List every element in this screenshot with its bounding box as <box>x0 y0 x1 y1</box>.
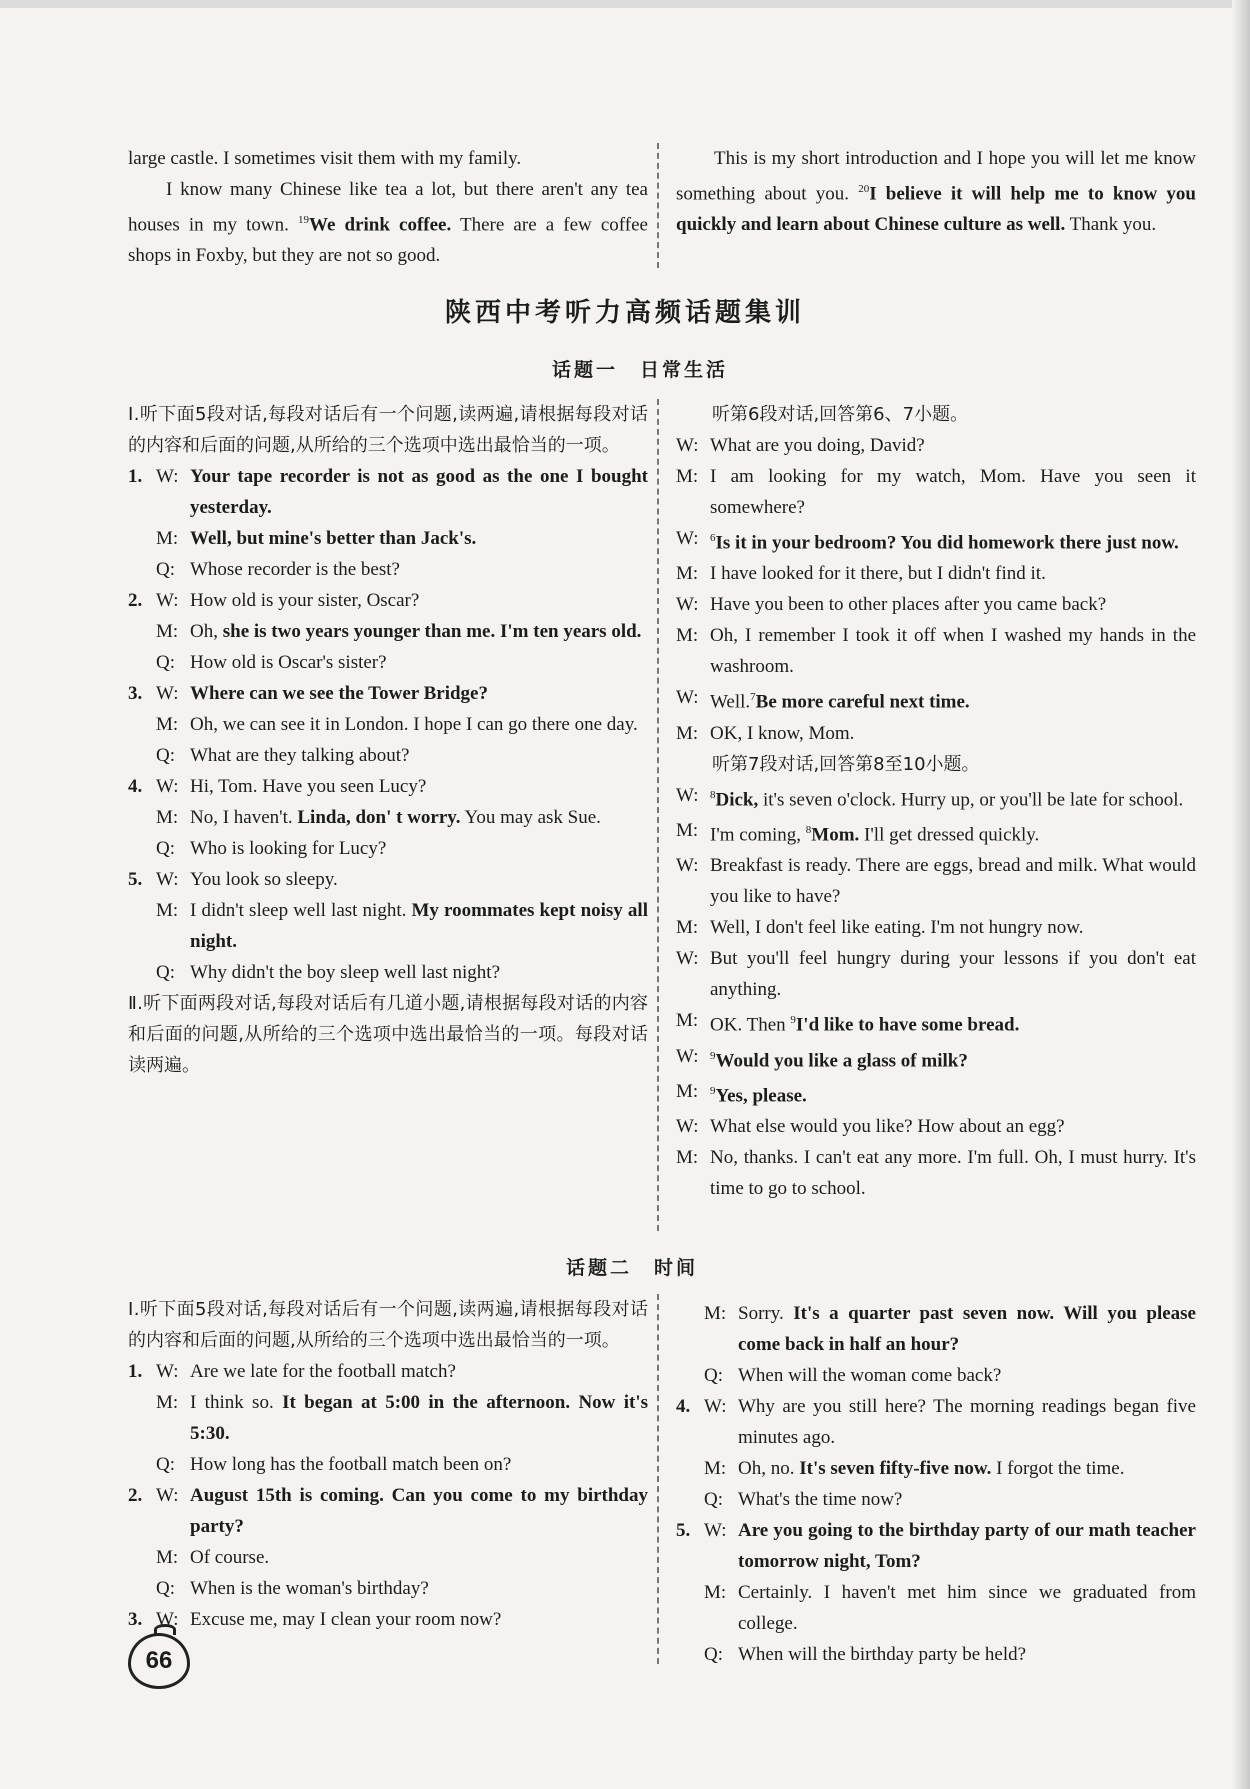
topic-1-right-column <box>676 399 1196 1204</box>
line: M: No, thanks. I can't eat any more. I'm full. Oh, I must hurry. It's time to go to school. <box>676 1147 1196 1200</box>
question-q: Q: Who is looking for Lucy? <box>156 838 387 859</box>
speaker-m: M: Oh, we can see it in London. I hope I can go there one day. <box>156 714 638 735</box>
speaker-m: M: Sorry. It's a quarter past seven now. Will you please come back in half an hour? <box>704 1303 1196 1355</box>
speaker-m: M: No, I haven't. Linda, don' t worry. You may ask Sue. <box>156 807 601 828</box>
question-q: Q: Why didn't the boy sleep well last night? <box>156 962 501 983</box>
line: W: But you'll feel hungry during your lessons if you don't eat anything. <box>676 948 1196 1001</box>
question-q: Q: When will the woman come back? <box>704 1365 1002 1386</box>
line: W: $^9$Would you like a glass of milk? <box>676 1045 968 1071</box>
question-4: 4. W: Why are you still here? The morning readings began five minutes ago. <box>676 1396 1196 1448</box>
topic-2-title: 话题二 时间 <box>566 1257 699 1279</box>
line: M: $^9$Yes, please. <box>676 1080 807 1107</box>
speaker-m: M: Well, but mine's better than Jack's. <box>156 528 477 549</box>
speaker-m: M: Of course. <box>156 1547 270 1568</box>
top-left-passage <box>128 143 648 271</box>
topic-1-title: 话题一 日常生活 <box>552 359 729 381</box>
note-marker: 19 <box>298 214 309 226</box>
instructions-2: Ⅱ.听下面两段对话,每段对话后有几道小题,请根据每段对话的内容和后面的问题,从所给的三个选项中选出最恰当的一项。每段对话读两遍。 <box>128 993 648 1076</box>
line: W: Have you been to other places after you came back? <box>676 594 1107 616</box>
instructions: Ⅰ.听下面5段对话,每段对话后有一个问题,读两遍,请根据每段对话的内容和后面的问题,从所给的三个选项中选出最恰当的一项。 <box>128 404 648 456</box>
line: W: Well.$^7$Be more careful next time. <box>676 687 970 713</box>
passage-line: large castle. I sometimes visit them with my family. <box>128 148 522 169</box>
question-2: 2. W: August 15th is coming. Can you come to my birthday party? <box>128 1485 648 1537</box>
scan-edge-top <box>0 0 1250 8</box>
section-title: 陕西中考听力高频话题集训 <box>444 298 805 328</box>
question-1: 1. W: Are we late for the football match? <box>128 1361 456 1382</box>
question-4: 4. W: Hi, Tom. Have you seen Lucy? <box>128 776 427 797</box>
question-q: Q: When is the woman's birthday? <box>156 1578 429 1599</box>
line: M: Oh, I remember I took it off when I washed my hands in the washroom. <box>676 625 1196 678</box>
speaker-m: M: Oh, no. It's seven fifty-five now. I forgot the time. <box>704 1458 1125 1479</box>
column-divider <box>657 399 659 1231</box>
speaker-m: M: I didn't sleep well last night. My roommates kept noisy all night. <box>156 900 648 952</box>
column-divider <box>657 1294 659 1664</box>
topic-1-left-column <box>128 399 648 1081</box>
question-2: 2. W: How old is your sister, Oscar? <box>128 590 420 611</box>
line: W: $^6$Is it in your bedroom? You did homework there just now. <box>676 528 1179 554</box>
question-q: Q: How old is Oscar's sister? <box>156 652 387 673</box>
page-number: 66 <box>128 1633 190 1689</box>
question-5: 5. W: You look so sleepy. <box>128 869 338 890</box>
question-5: 5. W: Are you going to the birthday party of our math teacher tomorrow night, Tom? <box>676 1520 1196 1572</box>
speaker-m: M: I think so. It began at 5:00 in the afternoon. Now it's 5:30. <box>156 1392 649 1444</box>
line: M: OK, I know, Mom. <box>676 722 855 744</box>
question-q: Q: How long has the football match been on? <box>156 1454 512 1475</box>
speaker-m: M: Certainly. I haven't met him since we graduated from college. <box>704 1582 1196 1634</box>
dialogue-heading: 听第7段对话,回答第8至10小题。 <box>712 753 980 775</box>
line: M: I'm coming, $^8$Mom. I'll get dressed quickly. <box>676 819 1040 846</box>
line: W: $^8$Dick, it's seven o'clock. Hurry up, or you'll be late for school. <box>676 784 1184 810</box>
question-q: Q: Whose recorder is the best? <box>156 559 400 580</box>
question-1: 1. W: Your tape recorder is not as good as the one I bought yesterday. <box>128 466 648 518</box>
passage-para: This is my short introduction and I hope you will let me know something about you. $^{20}$I believe it will help me to know you quickly and learn about Chinese culture as well. Thank you. <box>676 148 1196 236</box>
question-q: Q: What are they talking about? <box>156 745 410 766</box>
note-marker: 20 <box>858 183 870 195</box>
line: W: Breakfast is ready. There are eggs, bread and milk. What would you like to have? <box>676 855 1196 908</box>
line: M: I have looked for it there, but I didn't find it. <box>676 563 1046 585</box>
scan-edge-right <box>1232 0 1250 1789</box>
question-3: 3. W: Where can we see the Tower Bridge? <box>128 683 488 704</box>
dialogue-heading: 听第6段对话,回答第6、7小题。 <box>712 404 969 425</box>
line: M: I am looking for my watch, Mom. Have you seen it somewhere? <box>676 466 1196 518</box>
line: M: Well, I don't feel like eating. I'm not hungry now. <box>676 917 1084 939</box>
line: M: OK. Then $^9$I'd like to have some bread. <box>676 1010 1020 1036</box>
line: W: What are you doing, David? <box>676 435 925 456</box>
passage-para: I know many Chinese like tea a lot, but there aren't any tea houses in my town. $^{19}$We drink coffee. There are a few coffee shops in Foxby, but they are not so good. <box>128 179 648 267</box>
line: W: What else would you like? How about an egg? <box>676 1116 1065 1138</box>
question-q: Q: What's the time now? <box>704 1489 903 1510</box>
question-3: 3. W: Excuse me, may I clean your room now? <box>128 1609 502 1630</box>
speaker-m: M: Oh, she is two years younger than me. I'm ten years old. <box>156 621 642 642</box>
column-divider <box>657 143 659 268</box>
topic-2-left-column <box>128 1294 648 1635</box>
question-q: Q: When will the birthday party be held? <box>704 1644 1027 1665</box>
instructions: Ⅰ.听下面5段对话,每段对话后有一个问题,读两遍,请根据每段对话的内容和后面的问题,从所给的三个选项中选出最恰当的一项。 <box>128 1299 648 1351</box>
topic-2-right-column <box>676 1298 1196 1670</box>
top-right-passage <box>676 143 1196 240</box>
